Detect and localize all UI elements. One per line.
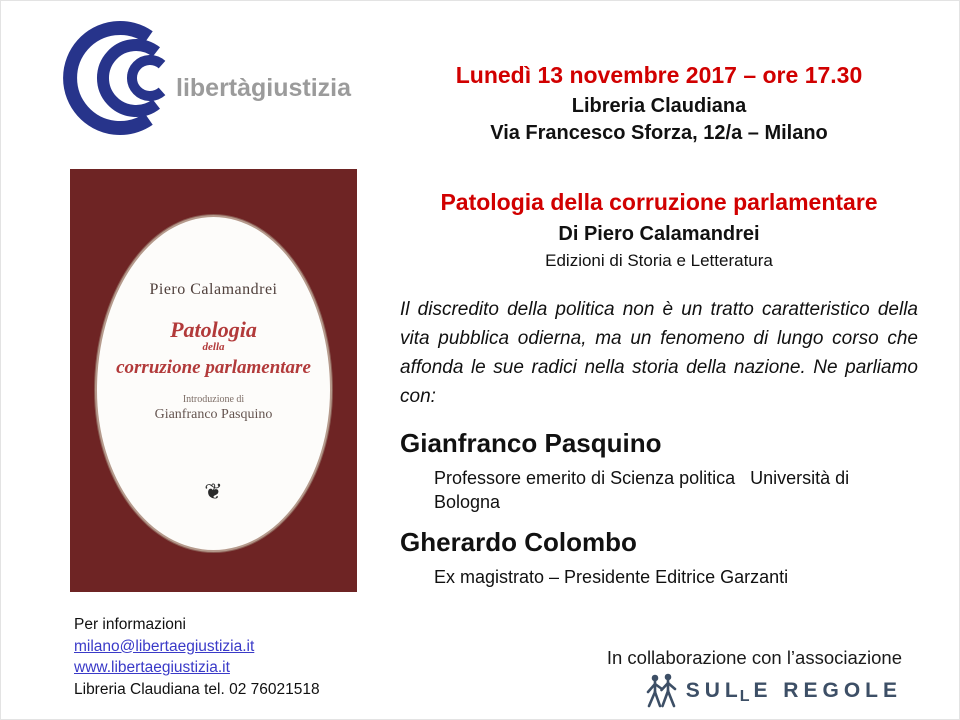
cover-title-line3: corruzione parlamentare [116, 357, 311, 378]
event-description: Il discredito della politica non è un tratto caratteristico della vita pubblica odierna, ma un fenomeno di lungo corso che affonda le sue radici nella storia della nazione. Ne parliamo con: [400, 299, 918, 407]
sulle-regole-text-part1: SUL [685, 679, 743, 702]
sulle-regole-logo-text [686, 679, 902, 703]
book-cover-oval [95, 215, 332, 552]
cover-author: Piero Calamandrei [149, 281, 278, 298]
event-venue: Libreria Claudiana [571, 95, 747, 117]
libertagiustizia-logo [58, 16, 398, 152]
speaker-role-pasquino: Professore emerito di Scienza politica Università di Bologna [434, 468, 855, 512]
book-title: Patologia della corruzione parlamentare [440, 189, 878, 215]
book-cover-image [70, 169, 357, 592]
speaker-name-colombo: Gherardo Colombo [400, 527, 637, 557]
contact-info-block [74, 614, 320, 700]
collaboration-block [607, 646, 902, 709]
sulle-regole-text-part3: E REGOLE [753, 679, 902, 702]
libertagiustizia-logo-text: libertàgiustizia [176, 74, 352, 102]
email-link[interactable]: milano@libertaegiustizia.it [74, 637, 255, 655]
cover-intro-name: Gianfranco Pasquino [154, 407, 273, 422]
book-publisher: Edizioni di Storia e Letteratura [545, 251, 773, 270]
publisher-emblem-icon: ❦ [204, 479, 223, 504]
sulle-regole-people-icon [644, 673, 678, 709]
event-details-column [400, 60, 918, 589]
phone-line: Libreria Claudiana tel. 02 76021518 [74, 680, 320, 698]
contact-heading: Per informazioni [74, 616, 186, 633]
book-author: Di Piero Calamandrei [558, 223, 760, 245]
website-link[interactable]: www.libertaegiustizia.it [74, 659, 230, 676]
event-date-time: Lunedì 13 novembre 2017 – ore 17.30 [455, 62, 863, 88]
cover-title-line1: Patologia [170, 317, 257, 342]
speaker-name-pasquino: Gianfranco Pasquino [400, 428, 662, 458]
sulle-regole-text-part2: L [739, 688, 755, 705]
collaboration-text: In collaborazione con l’associazione [606, 647, 902, 668]
cover-title-line2: della [202, 341, 225, 353]
speaker-role-colombo: Ex magistrato – Presidente Editrice Garzanti [434, 567, 789, 587]
cover-intro-label: Introduzione di [182, 394, 245, 405]
sulle-regole-logo [607, 673, 902, 709]
event-address: Via Francesco Sforza, 12/a – Milano [490, 122, 828, 144]
